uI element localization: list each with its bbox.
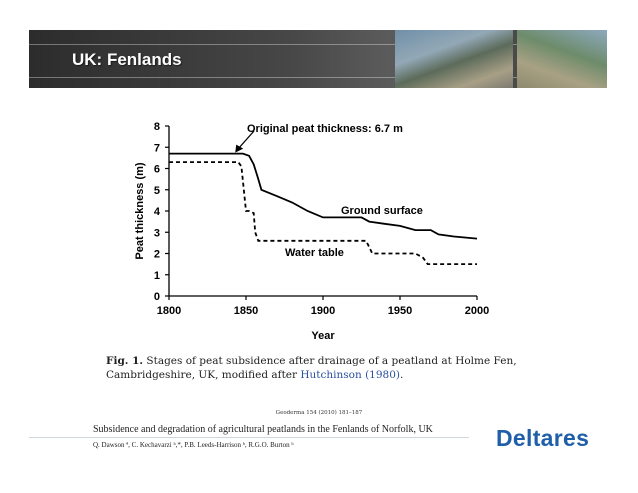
article-authors: Q. Dawson ª, C. Kechavarzi ᵇ,*, P.B. Leeds-Harrison ᵇ, R.G.O. Burton ᵇ xyxy=(93,441,294,449)
arrowhead-icon xyxy=(235,145,243,153)
x-tick-label: 1800 xyxy=(156,305,182,317)
annotation-water-table: Water table xyxy=(285,247,344,259)
y-tick-label: 4 xyxy=(153,206,160,218)
x-tick-label: 1850 xyxy=(233,305,259,317)
journal-citation: Geoderma 154 (2010) 181–187 xyxy=(275,410,363,416)
annotation-original-thickness: Original peat thickness: 6.7 m xyxy=(247,123,403,135)
caption-text: Stages of peat subsidence after drainage of a peatland at Holme Fen, Cambridgeshire, UK, modified after xyxy=(106,355,517,381)
y-tick-label: 5 xyxy=(153,184,160,197)
figure-caption xyxy=(106,354,546,382)
y-tick-label: 7 xyxy=(153,142,160,155)
y-tick-label: 6 xyxy=(153,163,160,176)
y-axis-label: Peat thickness (m) xyxy=(134,162,146,260)
deltares-logo: Deltares xyxy=(496,425,590,451)
slide-title: UK: Fenlands xyxy=(72,50,182,69)
x-tick-label: 1900 xyxy=(310,305,336,317)
series-line-ground-surface xyxy=(169,154,477,239)
y-tick-label: 0 xyxy=(153,291,160,303)
divider xyxy=(29,437,469,438)
y-tick-label: 1 xyxy=(153,269,160,282)
x-axis-label: Year xyxy=(311,330,335,342)
caption-end: . xyxy=(400,369,404,381)
article-title: Subsidence and degradation of agricultural peatlands in the Fenlands of Norfolk, UK xyxy=(93,424,433,435)
y-tick-label: 2 xyxy=(153,248,160,261)
caption-reference-link[interactable]: Hutchinson (1980) xyxy=(300,369,401,381)
x-tick-label: 2000 xyxy=(464,305,490,317)
caption-label: Fig. 1. xyxy=(106,355,144,367)
x-tick-label: 1950 xyxy=(387,305,413,317)
annotation-ground-surface: Ground surface xyxy=(341,205,423,217)
y-tick-label: 3 xyxy=(153,227,160,240)
y-tick-label: 8 xyxy=(153,121,160,133)
chart-axes xyxy=(154,121,489,317)
